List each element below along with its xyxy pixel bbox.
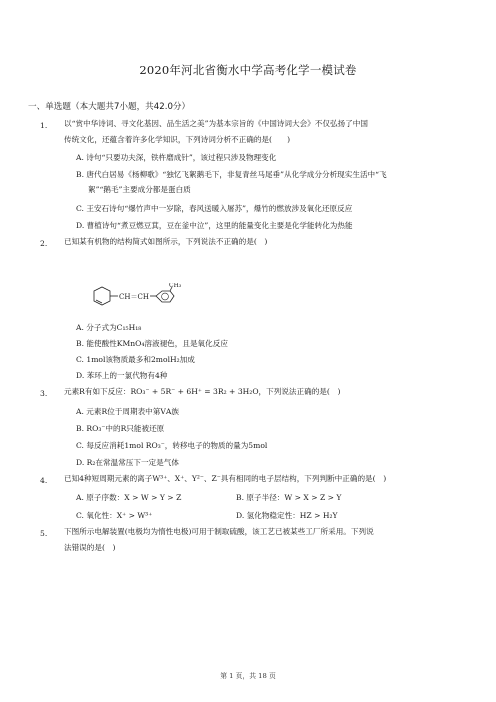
vinyl-label: CH＝CH	[119, 293, 149, 301]
question-3-option-d: D. R₂在常温常压下一定是气体	[76, 458, 179, 467]
question-5-stem-line-1: 下图所示电解装置(电极均为惰性电极)可用于制取硫酸，该工艺已被某些工厂所采用。下列说	[64, 527, 374, 536]
question-2-option-d: D. 苯环上的一氯代物有4种	[76, 371, 168, 380]
question-3-number: 3.	[40, 389, 48, 398]
question-2-number: 2.	[40, 239, 48, 248]
question-1-option-d: D. 曹植诗句“煮豆燃豆萁，豆在釜中泣”，这里的能量变化主要是化学能转化为热能	[76, 221, 353, 230]
question-3-option-c: C. 每反应消耗1mol RO₃⁻，转移电子的物质的量为5mol	[76, 441, 268, 450]
question-1-option-b-line-2: 絮”“鹅毛”主要成分都是蛋白质	[88, 185, 191, 194]
question-1-option-a: A. 诗句“只要功夫深，铁杵磨成针”，该过程只涉及物理变化	[76, 153, 277, 162]
question-3-option-b: B. RO₃⁻中的R只能被还原	[76, 424, 165, 433]
structural-formula	[86, 283, 186, 313]
question-1-number: 1.	[40, 121, 48, 130]
question-4-option-b: B. 原子半径：W > X > Z > Y	[236, 493, 342, 502]
question-4-option-c: C. 氧化性：X⁺ > W³⁺	[76, 511, 153, 520]
question-1-stem-line-2: 传统文化，还蕴含着许多化学知识，下列诗词分析不正确的是( )	[64, 135, 291, 144]
benzene-aromatic-circle	[162, 293, 169, 300]
cyclohexene-ring	[94, 287, 110, 305]
question-1-option-c: C. 王安石诗句“爆竹声中一岁除，春风送暖入屠苏”，爆竹的燃放涉及氧化还原反应	[76, 204, 353, 213]
question-4-stem: 已知4种短周期元素的离子W³⁺、X⁺、Y²⁻、Z⁻具有相同的电子层结构，下列判断中正确的是( )	[64, 474, 387, 483]
question-1-stem-line-1: 以“赏中华诗词、寻文化基因、品生活之美”为基本宗旨的《中国诗词大会》不仅弘扬了中国	[64, 119, 368, 128]
question-4-number: 4.	[40, 476, 48, 485]
page-title: 2020年河北省衡水中学高考化学一模试卷	[139, 63, 357, 77]
benzene-ring	[156, 291, 174, 302]
question-4-option-a: A. 原子序数：X > W > Y > Z	[76, 493, 182, 502]
question-3-stem: 元素R有如下反应：RO₃⁻ + 5R⁻ + 6H⁺ = 3R₂ + 3H₂O，下列说法正确的是( )	[64, 387, 341, 396]
question-2-option-c: C. 1mol该物质最多和2molH₂加成	[76, 355, 195, 364]
question-1-option-b-line-1: B. 唐代白居易《杨柳歌》“独忆飞絮鹅毛下，非复青丝马尾垂”从化学成分分析现实生活中“飞	[76, 170, 387, 179]
question-5-stem-line-2: 法错误的是( )	[64, 543, 116, 552]
methyl-label: CH₃	[169, 283, 182, 289]
question-2-option-b: B. 能使酸性KMnO₄溶液褪色，且是氧化反应	[76, 339, 228, 348]
question-4-option-d: D. 氢化物稳定性：HZ > H₂Y	[236, 511, 338, 520]
page-footer: 第 1 页，共 18 页	[220, 672, 276, 680]
question-2-option-a: A. 分子式为C₁₅H₁₈	[76, 323, 142, 332]
question-5-number: 5.	[40, 529, 48, 538]
question-3-option-a: A. 元素R位于周期表中第ⅤA族	[76, 407, 179, 416]
section-heading: 一、单选题（本大题共7小题，共42.0分）	[28, 102, 191, 112]
question-2-stem: 已知某有机物的结构简式如图所示，下列说法不正确的是( )	[64, 237, 268, 246]
